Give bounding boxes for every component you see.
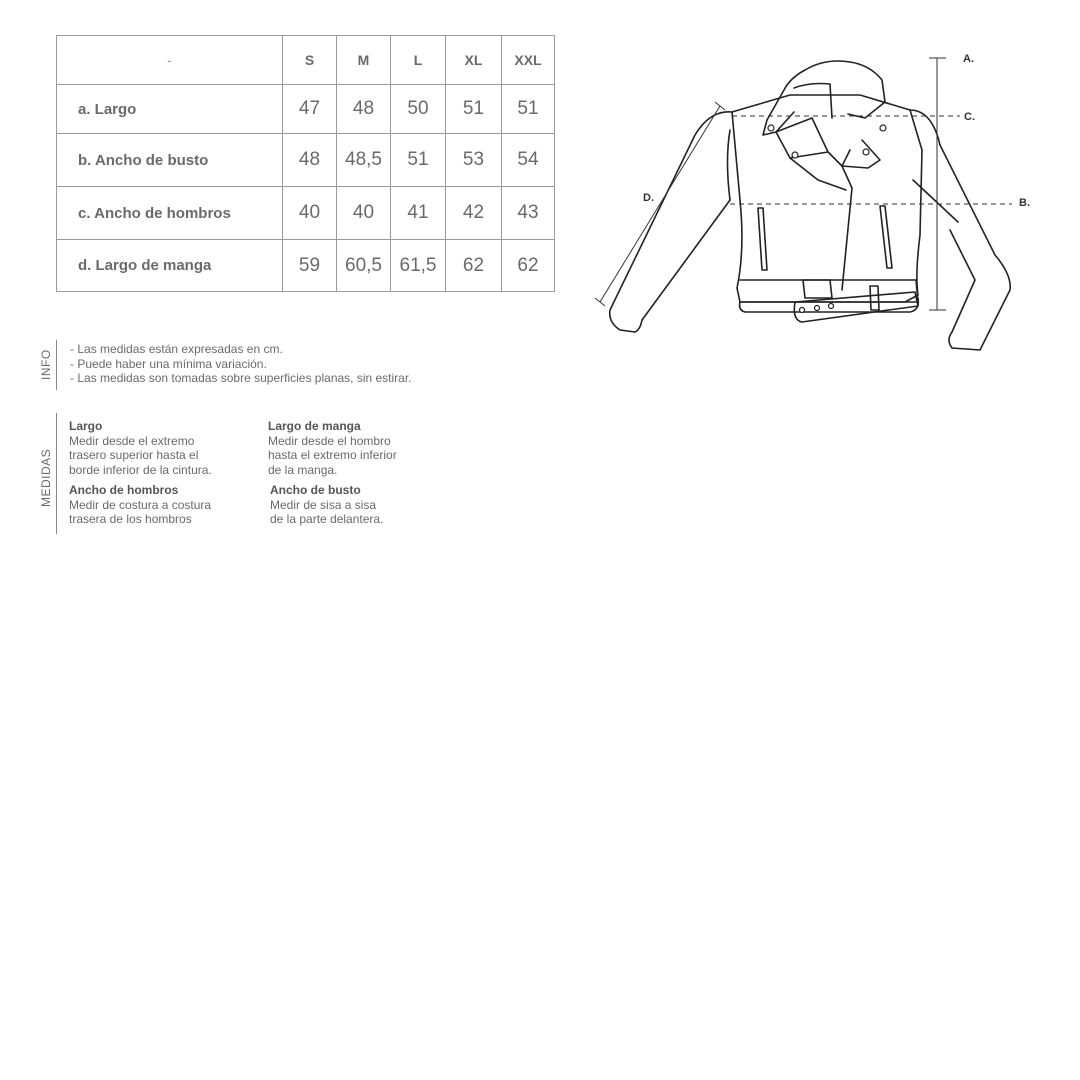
measure-value: 48 [337,85,391,134]
corner-cell: - [57,36,283,85]
info-item: - Puede haber una mínima variación. [70,357,412,372]
measure-ancho-hombros [69,483,211,527]
measure-value: 54 [502,134,555,187]
jacket-diagram [580,40,1040,360]
row-label: c. Ancho de hombros [57,187,283,240]
measure-value: 51 [502,85,555,134]
measure-value: 43 [502,187,555,240]
measure-value: 59 [283,240,337,292]
size-header: M [337,36,391,85]
measure-value: 53 [446,134,502,187]
size-chart-table [56,35,555,292]
medidas-divider [56,413,57,534]
measure-value: 60,5 [337,240,391,292]
size-header: S [283,36,337,85]
row-label: a. Largo [57,85,283,134]
medidas-side-label: MEDIDAS [39,448,53,507]
table-row [57,240,555,292]
measure-value: 51 [446,85,502,134]
measure-largo-manga [268,419,397,477]
measure-value: 40 [283,187,337,240]
size-header: XL [446,36,502,85]
info-list [70,342,412,386]
measure-largo [69,419,212,477]
size-header-row [57,36,555,85]
measure-ancho-busto [270,483,383,527]
measure-desc: Medir de costura a costura trasera de los hombros [69,497,212,526]
measure-title: Largo [69,419,103,433]
measure-value: 48,5 [337,134,391,187]
measure-desc: Medir de sisa a sisa de la parte delantera. [270,497,384,526]
table-row [57,85,555,134]
measure-desc: Medir desde el hombro hasta el extremo inferior de la manga. [268,433,397,477]
measure-value: 62 [502,240,555,292]
measure-desc: Medir desde el extremo trasero superior hasta el borde inferior de la cintura. [69,433,212,477]
table-row [57,134,555,187]
info-divider [56,340,57,390]
measure-value: 62 [446,240,502,292]
measure-value: 48 [283,134,337,187]
measure-value: 61,5 [391,240,446,292]
measure-title: Ancho de hombros [69,483,179,497]
measure-value: 50 [391,85,446,134]
jacket-outline [610,61,1010,350]
info-side-label: INFO [39,349,53,380]
label-d: D. [643,192,654,204]
row-label: d. Largo de manga [57,240,283,292]
label-b: B. [1019,197,1030,209]
jacket-studs [768,125,886,313]
label-a: A. [963,53,974,65]
measure-value: 47 [283,85,337,134]
measure-title: Ancho de busto [270,483,361,497]
size-header: XXL [502,36,555,85]
row-label: b. Ancho de busto [57,134,283,187]
measure-value: 42 [446,187,502,240]
info-item: - Las medidas son tomadas sobre superficies planas, sin estirar. [70,371,412,386]
measure-value: 40 [337,187,391,240]
measure-lines [595,58,946,310]
measure-value: 41 [391,187,446,240]
size-header: L [391,36,446,85]
label-c: C. [964,111,975,123]
measure-value: 51 [391,134,446,187]
table-row [57,187,555,240]
info-item: - Las medidas están expresadas en cm. [70,342,412,357]
measure-title: Largo de manga [268,419,361,433]
